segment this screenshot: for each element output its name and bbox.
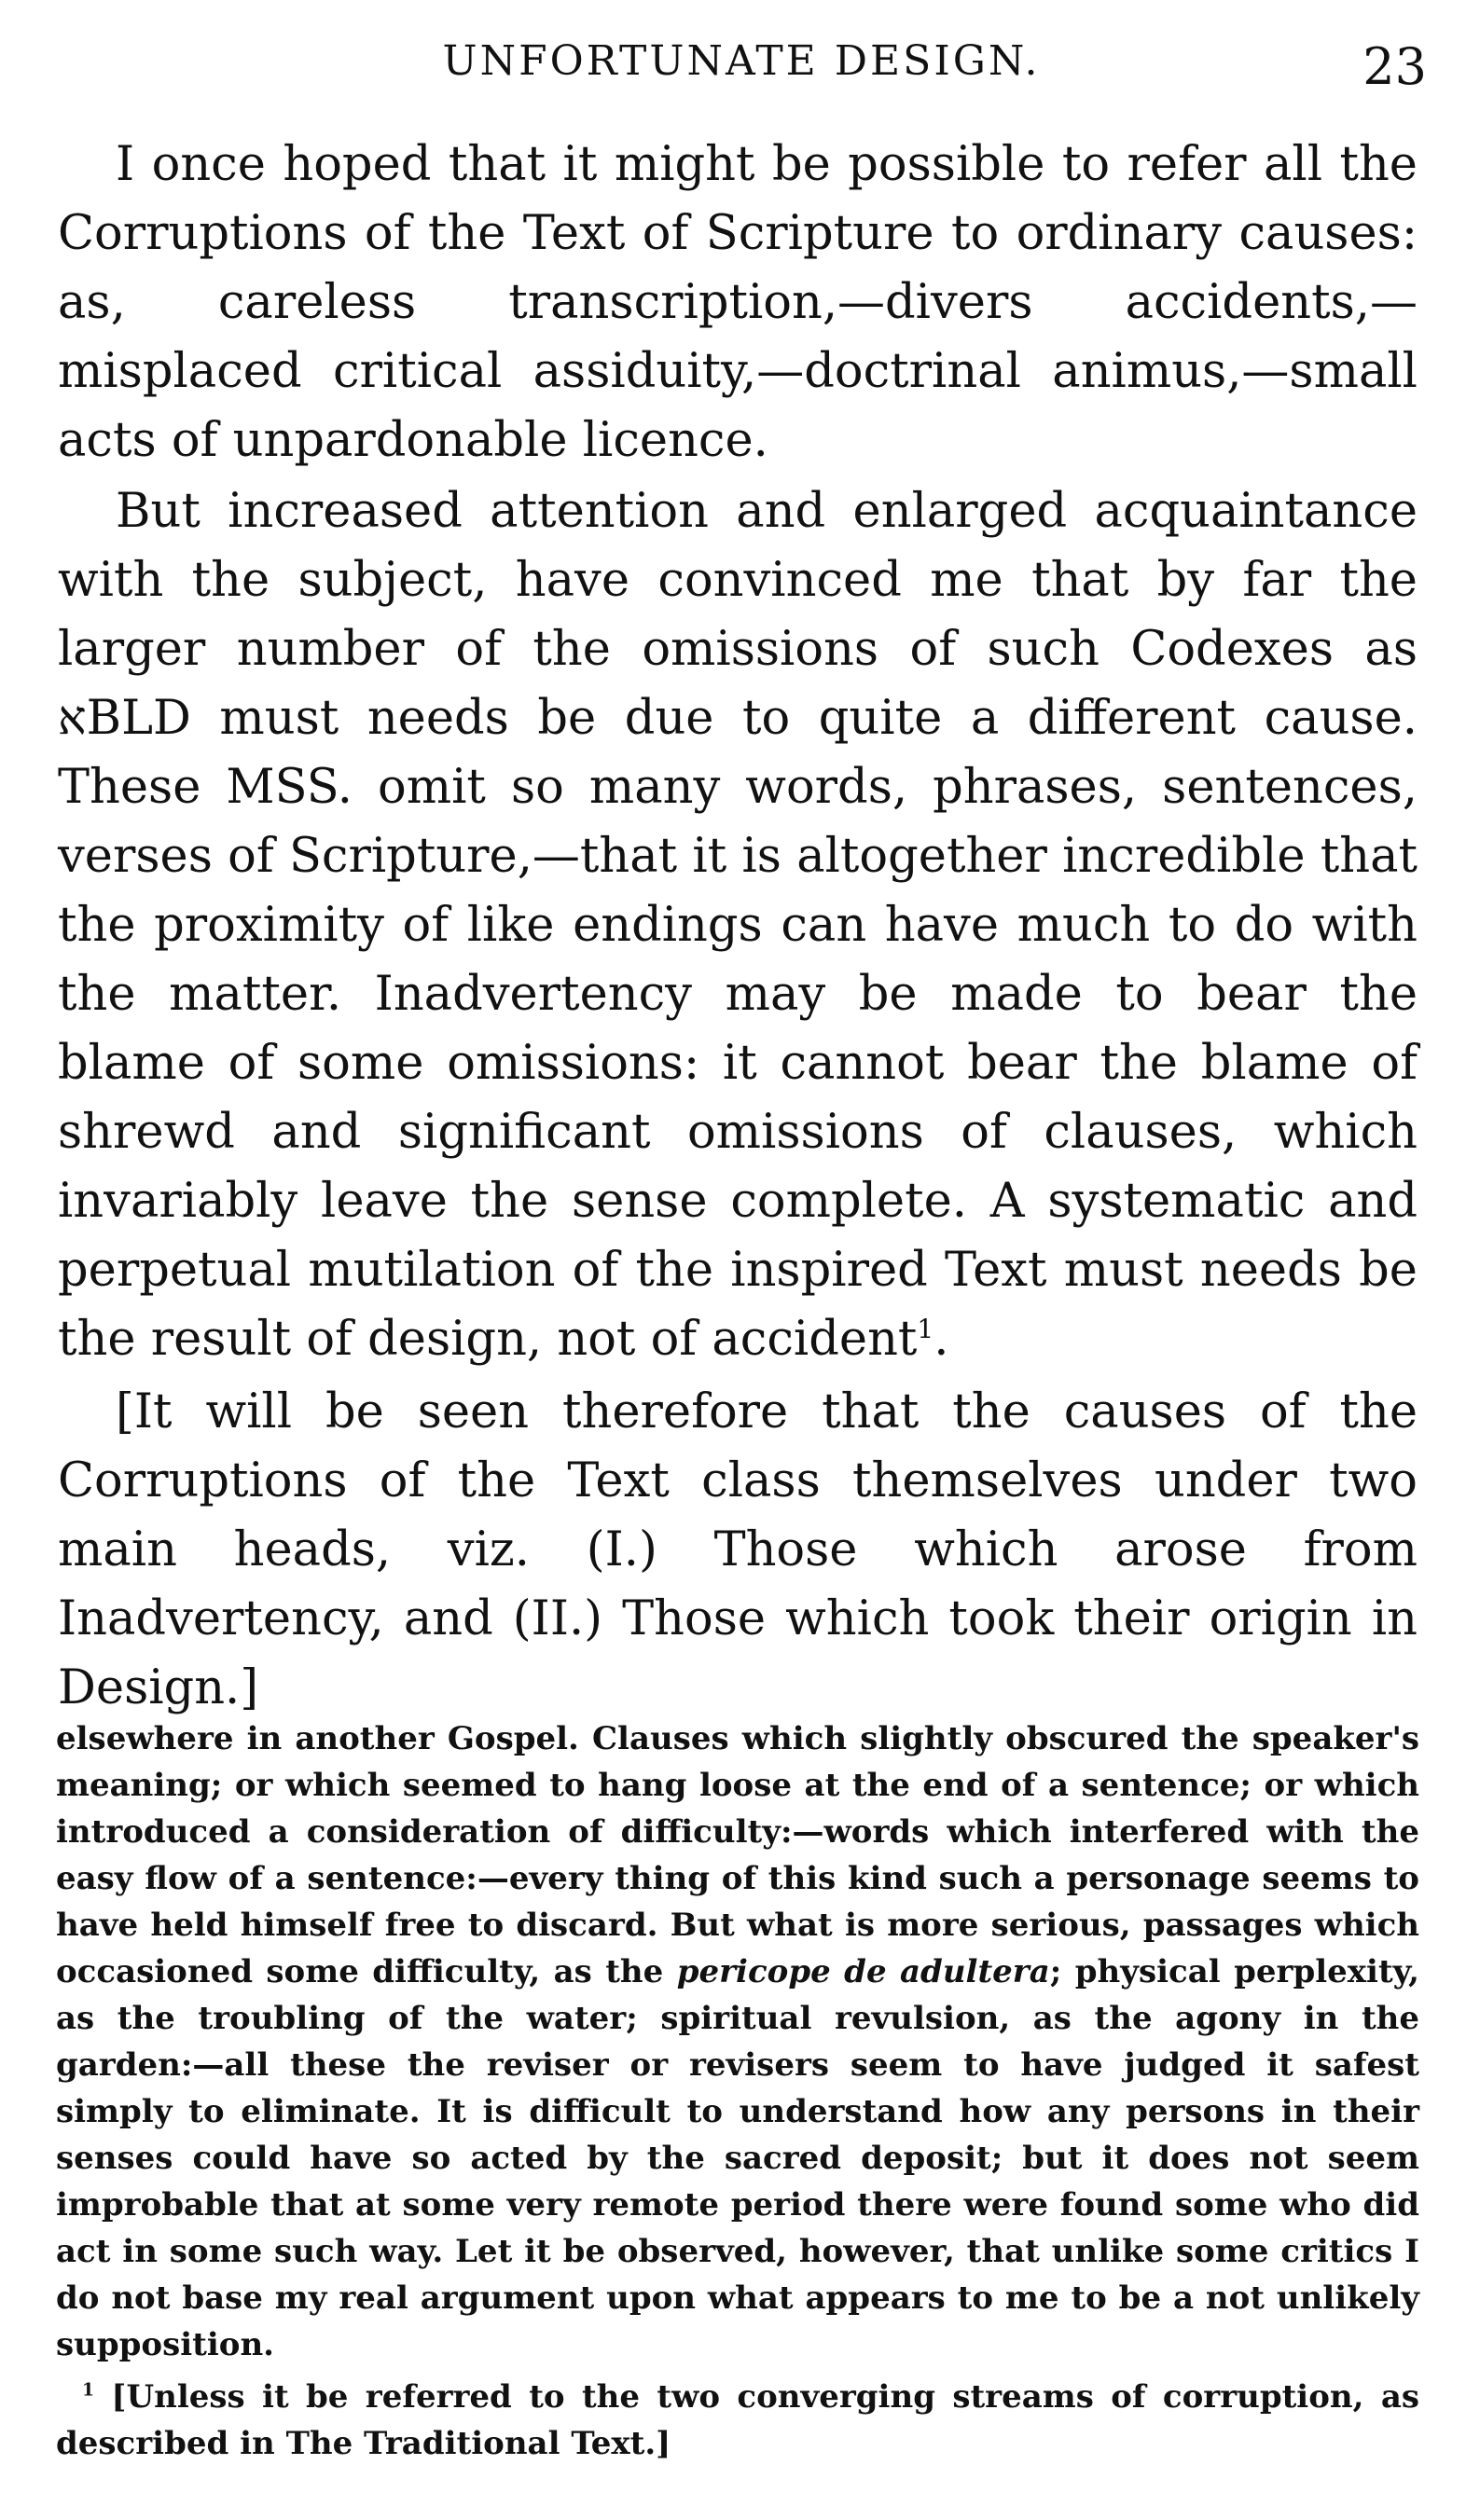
footnote-reference: 1 — [917, 1314, 934, 1344]
page-number: 23 — [1362, 37, 1427, 96]
footnote-continued — [56, 1715, 1419, 2368]
footnote-1-marker: 1 — [82, 2379, 95, 2401]
footnotes — [56, 1715, 1419, 2467]
paragraph-2 — [58, 477, 1418, 1374]
footnote-1-text: [Unless it be referred to the two converging streams of corruption, as described in The Traditional Text.] — [56, 2378, 1419, 2462]
running-title: UNFORTUNATE DESIGN. — [442, 37, 1041, 85]
footnote-continued-text-a: elsewhere in another Gospel. Clauses which slightly obscured the speaker's meaning; or which seemed to hang loose at the end of a sentence; or which introduced a consideration of difficulty:—words which interfered with the easy flow of a sentence:—every thing of this kind such a personage seems to have held himself free to discard. But what is more serious, passages which occasioned some difficulty, as the — [56, 1720, 1419, 1990]
body-text — [58, 131, 1418, 1725]
page-header — [56, 28, 1427, 103]
footnote-italic-title: pericope de adultera — [676, 1953, 1050, 1990]
paragraph-1: I once hoped that it might be possible to refer all the Corruptions of the Text of Scripture to ordinary causes: as, careless transcription,—divers accidents,—misplaced critical assiduity,—doctrinal animus,—small acts of unpardonable licence. — [58, 137, 1418, 468]
paragraph-2-end: . — [934, 1312, 949, 1367]
footnote-1 — [56, 2374, 1419, 2467]
paragraph-2-text: But increased attention and enlarged acquaintance with the subject, have convinced me that by far the larger number of the omissions of such Codexes as אBLD must needs be due to quite a different cause. These MSS. omit so many words, phrases, sentences, verses of Scripture,—that it is altogether incredible that the proximity of like endings can have much to do with the matter. Inadvertency may be made to bear the blame of some omissions: it cannot bear the blame of shrewd and significant omissions of clauses, which invariably leave the sense complete. A systematic and perpetual mutilation of the inspired Text must needs be the result of design, not of accident — [58, 484, 1418, 1367]
footnote-continued-text-b: ; physical perplexity, as the troubling of the water; spiritual revulsion, as the agony in the garden:—all these the reviser or revisers seem to have judged it safest simply to eliminate. It is difficult to understand how any persons in their senses could have so acted by the sacred deposit; but it does not seem improbable that at some very remote period there were found some who did act in some such way. Let it be observed, however, that unlike some critics I do not base my real argument upon what appears to me to be a not unlikely supposition. — [56, 1953, 1419, 2363]
paragraph-3: [It will be seen therefore that the causes of the Corruptions of the Text class themselves under two main heads, viz. (I.) Those which arose from Inadvertency, and (II.) Those which took their origin in Design.] — [58, 1384, 1418, 1715]
